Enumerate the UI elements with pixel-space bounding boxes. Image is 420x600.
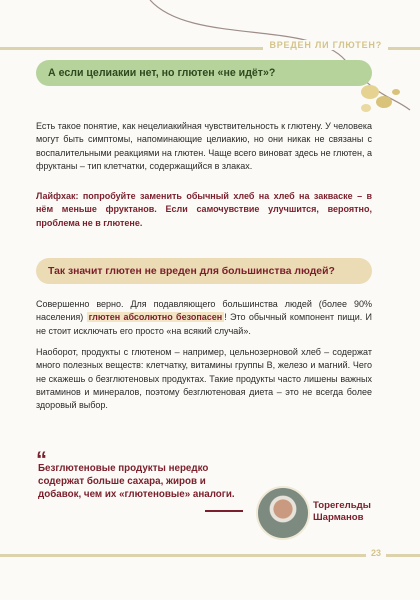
paragraph-benefits: Наоборот, продукты с глютеном – например, цельнозерновой хлеб – содержат много полезных веществ: клетчатку, витамины группы B, железо и магний. Чего не скажешь о безглютеновых продуктах. Такие продукты часто лишены важных витаминов и минералов, поэтому безглютеновая диета – это не всегда более здоровый выбор.	[36, 347, 372, 411]
paragraph-sensitivity: Есть такое понятие, как нецелиакийная чувствительность к глютену. У человека могут быть симптомы, напоминающие целиакию, но они никак не связаны с воспалительными реакциями на глютен. Чаще всего виноват здесь не глютен, а фруктаны – тип клетчатки, содержащийся в злаках.	[36, 121, 372, 171]
question-banner-harm	[36, 258, 372, 284]
author-first-name: Торегельды	[313, 500, 371, 511]
paragraph-text: Совершенно верно. Для подавляющего большинства людей (более 90% населения)	[36, 299, 372, 323]
section-tag: ВРЕДЕН ЛИ ГЛЮТЕН?	[263, 40, 388, 50]
page-footer	[0, 548, 420, 564]
paragraph-text: ! Это обычный компонент пищи. И не стоит исключать его просто «на всякий случай».	[36, 312, 373, 336]
page-number: 23	[366, 548, 386, 558]
question-title: Так значит глютен не вреден для большинства людей?	[48, 265, 335, 277]
author-last-name: Шарманов	[313, 512, 364, 523]
pull-quote: Безглютеновые продукты нередко содержат больше сахара, жиров и добавок, чем их «глютеновые» аналоги.	[38, 463, 235, 500]
paragraph-safe	[36, 298, 372, 338]
section-header	[0, 38, 420, 58]
footer-rule	[0, 554, 420, 557]
question-title: А если целиакии нет, но глютен «не идёт»?	[48, 67, 276, 79]
quote-divider	[205, 510, 243, 512]
highlight-text: глютен абсолютно безопасен	[88, 312, 223, 323]
question-banner-celiac	[36, 60, 372, 86]
bread-crumbs-icon	[356, 80, 420, 120]
quote-mark-icon: “	[36, 447, 47, 472]
author-name	[313, 500, 371, 524]
lifehack-text: Лайфхак: попробуйте заменить обычный хлеб на хлеб на закваске – в нём меньше фруктанов. Если самочувствие улучшится, вероятно, проблема не в глютене.	[36, 191, 372, 228]
author-photo	[256, 486, 310, 540]
